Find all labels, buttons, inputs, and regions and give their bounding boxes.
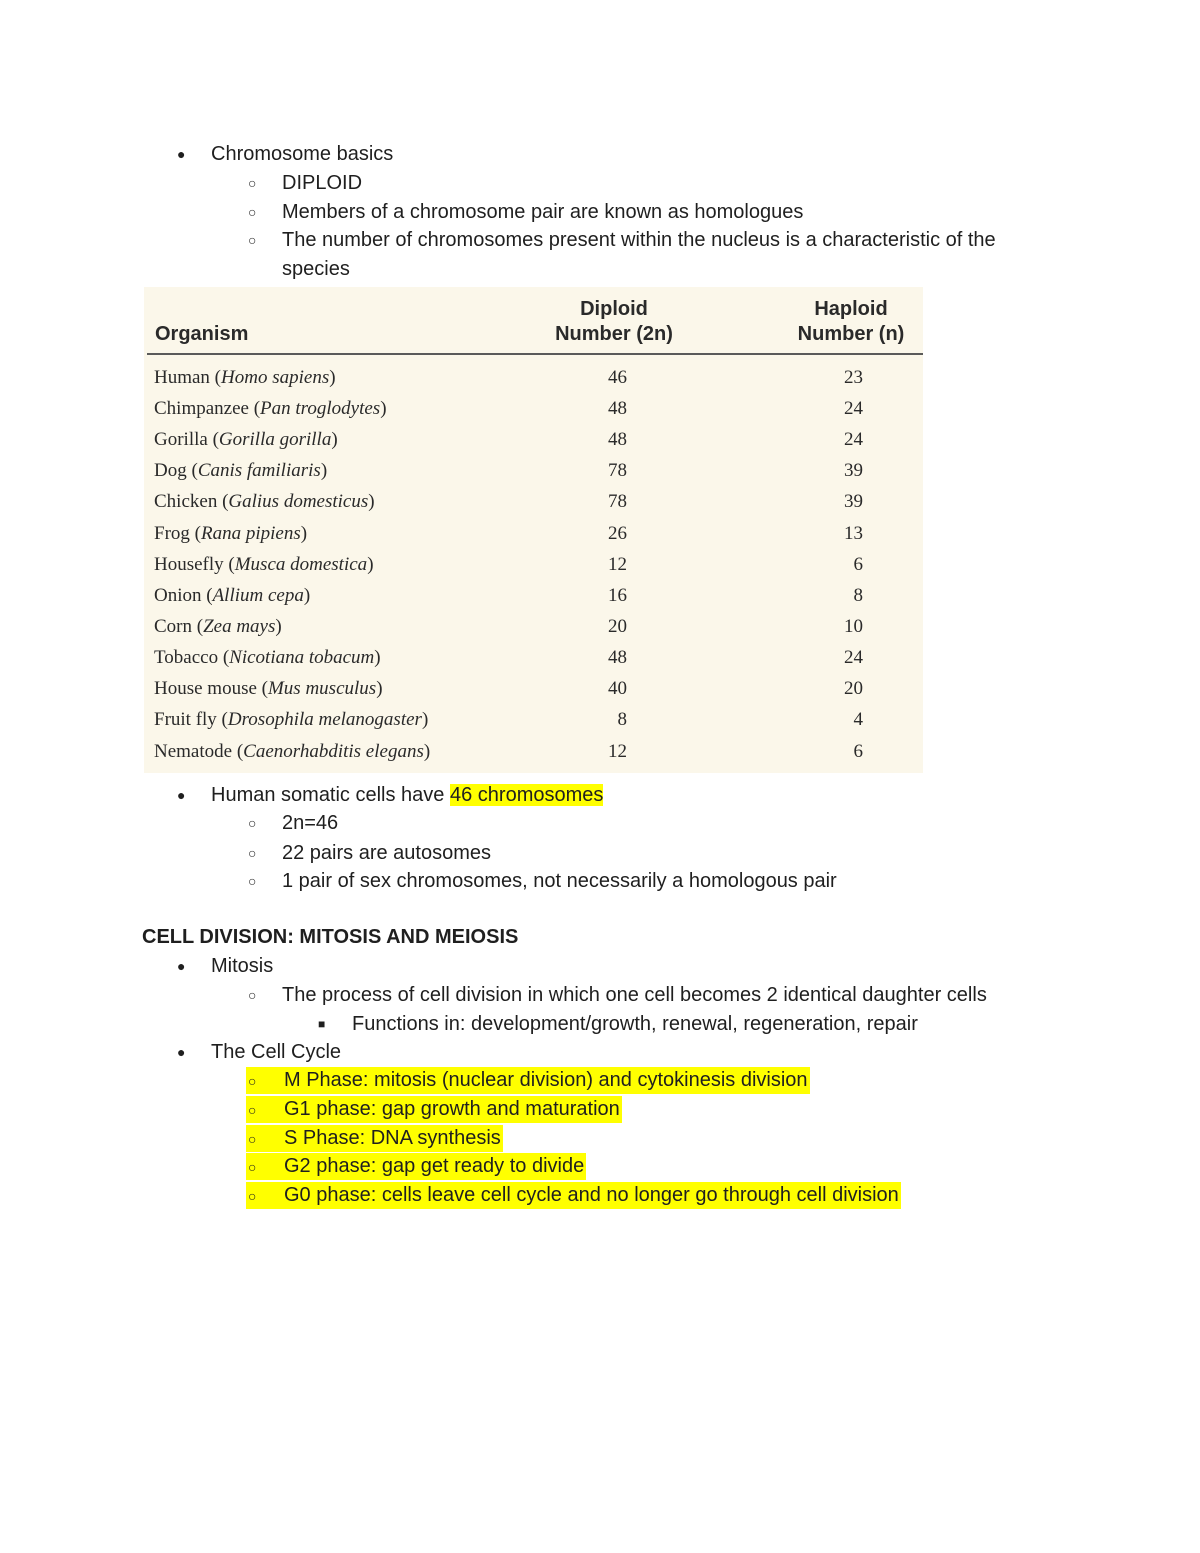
cell-cycle-phase-item [246,1096,622,1123]
table-cell-organism [154,428,338,452]
organism-paren-close: ) [423,741,431,762]
organism-paren-close: ) [421,709,429,730]
phase-text: G0 phase: cells leave cell cycle and no longer go through cell division [284,1184,899,1206]
table-cell-diploid: 48 [608,398,627,419]
organism-paren-close: ) [303,585,311,606]
sub-bullet-marker: ○ [248,1188,257,1204]
cell-cycle-phase-item [246,1067,810,1094]
organism-common-name: Chicken ( [154,491,229,512]
organism-paren-close: ) [275,616,282,637]
table-cell-diploid: 12 [608,554,627,575]
sub-bullet-marker: ○ [248,232,257,248]
phase-text: S Phase: DNA synthesis [284,1127,501,1149]
organism-scientific-name: Galius domesticus [228,491,369,512]
table-cell-haploid: 6 [853,554,863,575]
section-heading: CELL DIVISION: MITOSIS AND MEIOSIS [142,926,519,948]
bullet-mitosis: Mitosis [211,955,274,977]
table-cell-diploid: 78 [608,460,627,481]
sub-bullet-marker: ○ [248,1131,257,1147]
organism-common-name: Tobacco ( [154,647,230,668]
sub-sub-bullet-marker: ■ [318,1017,326,1031]
sub-item-2n: 2n=46 [282,812,339,834]
table-cell-haploid: 4 [853,709,863,730]
sub-item-autosomes: 22 pairs are autosomes [282,842,492,864]
table-cell-diploid: 40 [608,678,627,699]
table-cell-haploid: 39 [844,491,863,512]
table-cell-organism [154,646,381,670]
table-header-rule [147,353,923,355]
organism-common-name: Fruit fly ( [154,709,228,730]
sub-bullet-marker: ○ [248,1073,257,1089]
organism-paren-close: ) [320,460,328,481]
bullet-human-somatic-cells [211,782,603,808]
table-cell-haploid: 39 [844,460,863,481]
table-cell-organism [154,490,375,514]
table-cell-haploid: 24 [844,429,863,450]
organism-scientific-name: Nicotiana tobacum [229,647,375,668]
sub-item-homologues: Members of a chromosome pair are known as homologues [282,201,804,223]
organism-paren-close: ) [331,429,338,450]
organism-paren-close: ) [367,554,374,575]
table-cell-diploid: 26 [608,523,627,544]
bullet-marker: ● [177,958,186,974]
cell-cycle-phase-item [246,1125,503,1152]
table-cell-haploid: 10 [844,616,863,637]
organism-scientific-name: Musca domestica [234,554,368,575]
table-cell-organism [154,584,310,608]
table-cell-haploid: 13 [844,523,863,544]
organism-paren-close: ) [329,367,336,388]
organism-common-name: Housefly ( [154,554,235,575]
bullet-marker: ● [177,787,186,803]
bullet-text: Human somatic cells have [211,784,450,806]
organism-scientific-name: Pan troglodytes [260,398,381,419]
sub-bullet-marker: ○ [248,175,257,191]
table-cell-organism [154,615,282,639]
organism-scientific-name: Allium cepa [212,585,304,606]
organism-common-name: Frog ( [154,523,201,544]
table-header-diploid-2: Number (2n) [555,323,673,345]
phase-text: G1 phase: gap growth and maturation [284,1098,620,1120]
organism-scientific-name: Zea mays [203,616,276,637]
organism-common-name: Dog ( [154,460,198,481]
organism-scientific-name: Mus musculus [267,678,377,699]
organism-paren-close: ) [376,678,383,699]
organism-common-name: Chimpanzee ( [154,398,261,419]
highlighted-text: 46 chromosomes [449,784,604,806]
chromosome-number-table [144,287,923,773]
organism-common-name: Onion ( [154,585,213,606]
table-cell-organism [154,397,387,421]
bullet-marker: ● [177,146,186,162]
table-cell-haploid: 6 [853,741,863,762]
sub-bullet-marker: ○ [248,873,257,889]
organism-common-name: Gorilla ( [154,429,219,450]
sub-bullet-marker: ○ [248,204,257,220]
sub-item-diploid: DIPLOID [282,172,363,194]
sub-bullet-marker: ○ [248,815,257,831]
table-header-haploid-2: Number (n) [797,323,905,345]
table-cell-haploid: 8 [853,585,863,606]
sub-item-chromosome-number-cont: species [282,258,350,280]
table-cell-organism [154,553,374,577]
table-cell-organism [154,740,430,764]
phase-text: M Phase: mitosis (nuclear division) and cytokinesis division [284,1069,808,1091]
table-cell-diploid: 8 [617,709,627,730]
organism-common-name: Corn ( [154,616,204,637]
table-cell-diploid: 12 [608,741,627,762]
organism-common-name: Human ( [154,367,222,388]
cell-cycle-phase-item [246,1182,901,1209]
organism-scientific-name: Drosophila melanogaster [227,709,422,730]
sub-sub-item-functions: Functions in: development/growth, renewal, regeneration, repair [352,1013,918,1035]
sub-item-sex-chromosomes: 1 pair of sex chromosomes, not necessarily a homologous pair [282,870,837,892]
table-cell-organism [154,522,307,546]
table-cell-diploid: 16 [608,585,627,606]
organism-scientific-name: Caenorhabditis elegans [243,741,424,762]
sub-item-mitosis-definition: The process of cell division in which one cell becomes 2 identical daughter cells [282,984,987,1006]
sub-bullet-marker: ○ [248,987,257,1003]
table-header-diploid-1: Diploid [580,298,648,320]
table-cell-organism [154,677,383,701]
organism-scientific-name: Homo sapiens [221,367,330,388]
sub-bullet-marker: ○ [248,1102,257,1118]
cell-cycle-phase-item [246,1153,586,1180]
organism-paren-close: ) [380,398,387,419]
table-cell-diploid: 48 [608,647,627,668]
table-cell-organism [154,459,327,483]
sub-bullet-marker: ○ [248,1159,257,1175]
table-cell-organism [154,366,336,390]
bullet-marker: ● [177,1044,186,1060]
table-header-organism: Organism [155,323,249,345]
organism-common-name: Nematode ( [154,741,244,762]
organism-scientific-name: Gorilla gorilla [218,429,332,450]
table-cell-haploid: 24 [844,647,863,668]
organism-scientific-name: Canis familiaris [197,460,321,481]
table-cell-organism [154,708,428,732]
table-cell-diploid: 20 [608,616,627,637]
table-cell-haploid: 23 [844,367,863,388]
table-cell-haploid: 20 [844,678,863,699]
organism-paren-close: ) [374,647,381,668]
table-cell-diploid: 78 [608,491,627,512]
organism-common-name: House mouse ( [154,678,268,699]
bullet-cell-cycle: The Cell Cycle [211,1041,342,1063]
table-header-haploid-1: Haploid [814,298,888,320]
table-cell-diploid: 48 [608,429,627,450]
table-cell-haploid: 24 [844,398,863,419]
bullet-chromosome-basics: Chromosome basics [211,143,394,165]
organism-paren-close: ) [300,523,308,544]
sub-bullet-marker: ○ [248,845,257,861]
organism-scientific-name: Rana pipiens [200,523,301,544]
sub-item-chromosome-number: The number of chromosomes present within the nucleus is a characteristic of the [282,229,996,251]
organism-paren-close: ) [368,491,375,512]
phase-text: G2 phase: gap get ready to divide [284,1155,585,1177]
table-cell-diploid: 46 [608,367,627,388]
